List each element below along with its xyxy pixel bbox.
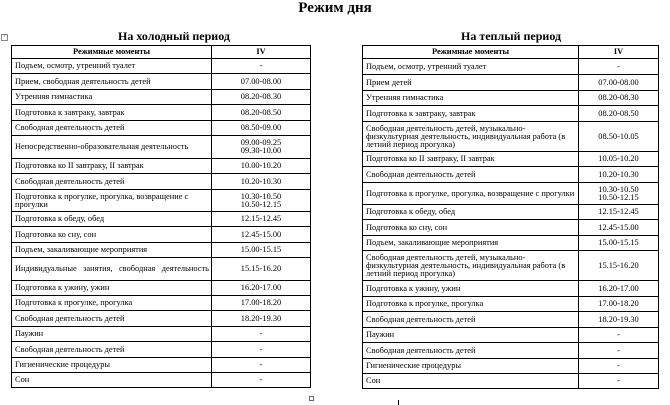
activity-cell: Прием, свободная деятельность детей [12,74,212,90]
time-cell: - [579,328,659,343]
activity-cell: Свободная деятельность детей [12,174,212,190]
activity-cell: Свободная деятельность детей [12,342,212,358]
time-cell: 10.20-10.30 [212,174,311,190]
table-row [12,243,311,258]
activity-cell: Свободная деятельность детей [12,311,212,327]
table-anchor-icon[interactable]: + [2,34,7,40]
table-resize-handle[interactable] [309,396,314,401]
header-activity: Режимные моменты [363,46,579,59]
table-row [363,106,659,122]
activity-cell: Непосредственно-образовательная деятельность [12,136,212,159]
time-cell: 07.00-08.00 [579,75,659,91]
activity-cell: Подъем, осмотр, утренний туалет [363,59,579,75]
table-header-row [363,46,659,59]
time-cell: 08.20-08.30 [579,91,659,106]
table-row [12,311,311,327]
activity-cell: Подъем, осмотр, утренний туалет [12,59,212,74]
time-cell: - [212,327,311,342]
table-row [12,296,311,311]
table-row [363,122,659,152]
time-cell: 10.20-10.30 [579,167,659,183]
document-title: Режим дня [298,0,372,16]
time-cell: - [212,59,311,74]
text-cursor [398,400,399,405]
table-row [12,327,311,342]
time-cell: 18.20-19.30 [212,311,311,327]
time-cell: 08.20-08.50 [212,105,311,121]
time-cell: 08.50-09.00 [212,121,311,136]
activity-cell: Свободная деятельность детей, музыкально-физкультурная деятельность, индивидуальная работа (в летний период прогулка) [363,251,579,281]
table-row [12,227,311,243]
table-row [363,359,659,374]
activity-cell: Подготовка ко II завтраку, II завтрак [12,159,212,174]
time-cell: 08.20-08.50 [579,106,659,122]
time-cell: 15.15-16.20 [212,258,311,281]
time-cell: 17.00-18.20 [212,296,311,311]
table-row [12,342,311,358]
activity-cell: Подготовка к ужину, ужин [12,281,212,296]
activity-cell: Свободная деятельность детей, музыкально-физкультурная деятельность, индивидуальная работа (в летний период прогулка) [363,122,579,152]
cold-period-title: На холодный период [118,29,230,43]
time-cell: - [579,343,659,359]
time-cell: 09.00-09.25 09.30-10.00 [212,136,311,159]
activity-cell: Подъем, закаливающие мероприятия [363,236,579,251]
table-row [363,236,659,251]
time-cell: 12.45-15.00 [212,227,311,243]
time-cell: 15.00-15.15 [212,243,311,258]
table-row [363,152,659,167]
activity-cell: Сон [12,373,212,388]
table-row [12,121,311,136]
activity-cell: Гигиенические процедуры [363,359,579,374]
warm-period-table [362,45,659,389]
table-row [363,312,659,328]
activity-cell: Подъем, закаливающие мероприятия [12,243,212,258]
time-cell: 10.30-10.50 10.50-12.15 [212,190,311,212]
header-group: IV [579,46,659,59]
activity-cell: Подготовка к прогулке, прогулка [12,296,212,311]
time-cell: - [212,342,311,358]
activity-cell: Подготовка ко II завтраку, II завтрак [363,152,579,167]
activity-cell: Подготовка к прогулке, прогулка, возвращение с прогулки [12,190,212,212]
header-group: IV [212,46,311,59]
table-row [12,136,311,159]
time-cell: 07.00-08.00 [212,74,311,90]
table-row [363,251,659,281]
table-row [363,205,659,220]
time-cell: 08.50-10.05 [579,122,659,152]
table-row [363,328,659,343]
activity-cell: Сон [363,374,579,389]
activity-cell: Паужин [363,328,579,343]
activity-cell: Подготовка к обеду, обед [363,205,579,220]
warm-period-title: На теплый период [461,29,562,43]
time-cell: - [212,373,311,388]
table-row [12,159,311,174]
activity-cell: Подготовка к завтраку, завтрак [363,106,579,122]
table-row [12,90,311,105]
table-row [363,59,659,75]
time-cell: 10.30-10.50 10.50-12.15 [579,183,659,205]
activity-cell: Подготовка к прогулке, прогулка [363,297,579,312]
activity-cell: Индивидуальные занятия, свободная деятельность [12,258,212,281]
activity-cell: Свободная деятельность детей [363,343,579,359]
time-cell: 12.15-12.45 [579,205,659,220]
activity-cell: Подготовка к ужину, ужин [363,281,579,297]
time-cell: 08.20-08.30 [212,90,311,105]
activity-cell: Утренняя гимнастика [12,90,212,105]
table-row [12,212,311,227]
activity-cell: Паужин [12,327,212,342]
activity-cell: Свободная деятельность детей [12,121,212,136]
time-cell: 10.00-10.20 [212,159,311,174]
table-row [12,358,311,373]
activity-cell: Подготовка к обеду, обед [12,212,212,227]
time-cell: - [579,59,659,75]
time-cell: 15.15-16.20 [579,251,659,281]
table-row [363,374,659,389]
time-cell: 18.20-19.30 [579,312,659,328]
activity-cell: Гигиенические процедуры [12,358,212,373]
activity-cell: Прием детей [363,75,579,91]
table-row [12,281,311,296]
time-cell: 16.20-17.00 [579,281,659,297]
table-row [363,75,659,91]
table-row [12,74,311,90]
activity-cell: Подготовка ко сну, сон [363,220,579,236]
time-cell: 15.00-15.15 [579,236,659,251]
activity-cell: Подготовка к прогулке, прогулка, возвращение с прогулки [363,183,579,205]
time-cell: - [579,359,659,374]
table-header-row [12,46,311,59]
time-cell: 17.00-18.20 [579,297,659,312]
table-row [363,167,659,183]
table-row [363,220,659,236]
time-cell: - [212,358,311,373]
table-row [12,190,311,212]
activity-cell: Свободная деятельность детей [363,312,579,328]
table-row [12,105,311,121]
table-row [363,91,659,106]
time-cell: 10.05-10.20 [579,152,659,167]
table-row [12,258,311,281]
table-row [363,343,659,359]
table-row [12,174,311,190]
activity-cell: Свободная деятельность детей [363,167,579,183]
time-cell: 12.45-15.00 [579,220,659,236]
time-cell: 12.15-12.45 [212,212,311,227]
time-cell: - [579,374,659,389]
table-row [363,183,659,205]
header-activity: Режимные моменты [12,46,212,59]
table-row [363,297,659,312]
table-row [12,59,311,74]
activity-cell: Подготовка к завтраку, завтрак [12,105,212,121]
table-row [12,373,311,388]
cold-period-table [11,45,311,388]
activity-cell: Подготовка ко сну, сон [12,227,212,243]
time-cell: 16.20-17.00 [212,281,311,296]
activity-cell: Утренняя гимнастика [363,91,579,106]
table-row [363,281,659,297]
